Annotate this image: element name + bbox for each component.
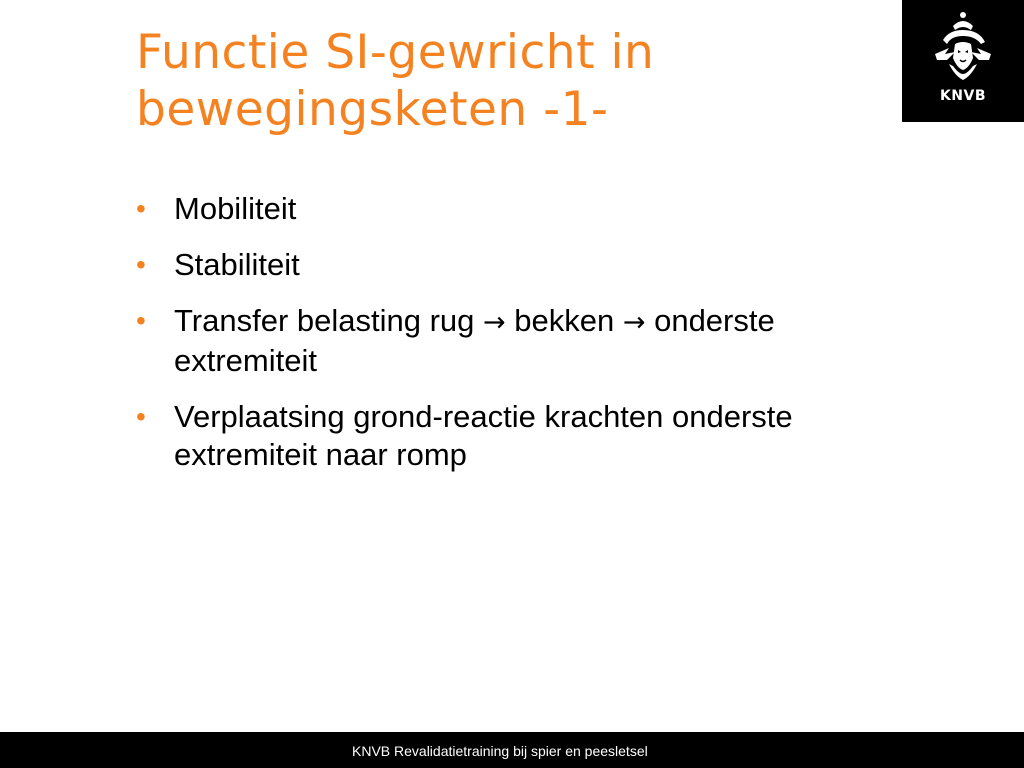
knvb-lion-icon	[927, 10, 999, 86]
bullet-item-mobiliteit	[136, 190, 856, 228]
bullet-item-transfer	[136, 302, 856, 380]
bullet-list	[136, 190, 856, 492]
footer-bar	[0, 732, 1024, 768]
bullet-text: Mobiliteit	[174, 191, 297, 226]
bullet-text-part2: bekken	[505, 303, 623, 338]
logo-text: KNVB	[939, 88, 987, 104]
arrow-right-icon: →	[622, 307, 646, 338]
slide-title: Functie SI-gewricht in bewegingsketen -1-	[136, 25, 655, 137]
bullet-item-verplaatsing	[136, 398, 856, 474]
bullet-text: Verplaatsing grond-reactie krachten onderste extremiteit naar romp	[174, 399, 793, 472]
bullet-marker: •	[136, 401, 146, 432]
footer-text: KNVB Revalidatietraining bij spier en peesletsel	[352, 743, 648, 759]
bullet-marker: •	[136, 193, 146, 224]
knvb-logo	[902, 0, 1024, 122]
bullet-text: Stabiliteit	[174, 247, 300, 282]
bullet-text-part1: Transfer belasting rug	[174, 303, 484, 338]
bullet-item-stabiliteit	[136, 246, 856, 284]
bullet-marker: •	[136, 249, 146, 280]
arrow-right-icon: →	[483, 307, 506, 338]
bullet-text-part3: onderste extremiteit	[174, 303, 775, 378]
bullet-marker: •	[136, 305, 146, 336]
